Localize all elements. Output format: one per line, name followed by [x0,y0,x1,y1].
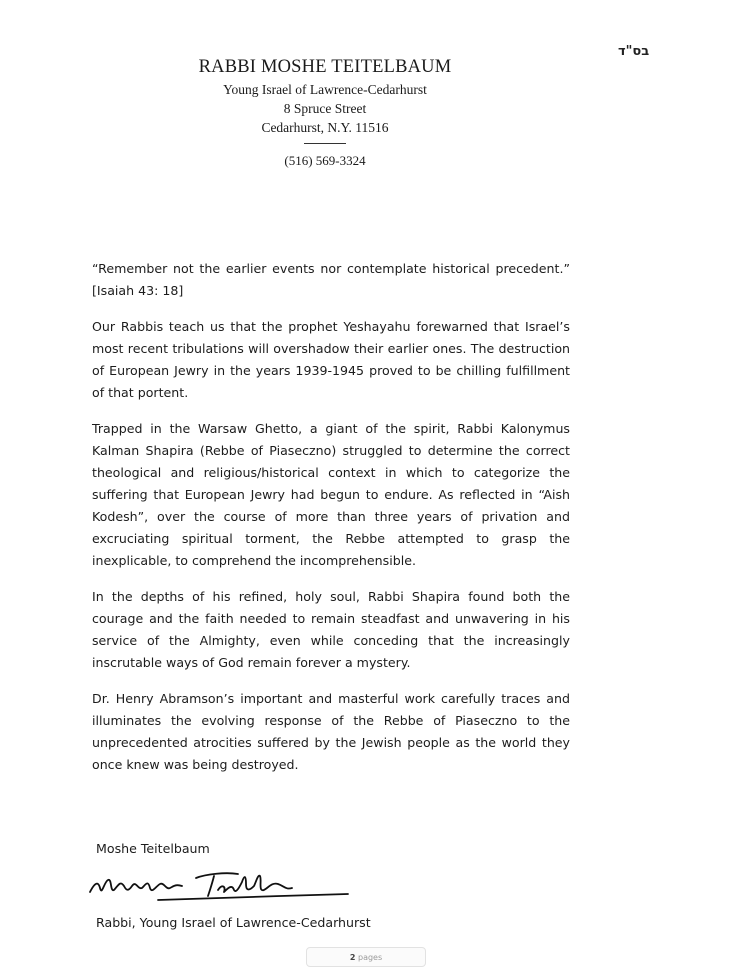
letterhead-name: RABBI MOSHE TEITELBAUM [198,57,452,77]
handwritten-signature [86,866,356,906]
letterhead-divider [304,143,346,144]
letterhead-phone: (516) 569-3324 [284,153,366,168]
page-count-label: pages [357,953,383,962]
page-count-indicator[interactable] [306,947,426,967]
closing-title: Rabbi, Young Israel of Lawrence-Cedarhurst [96,915,371,930]
page-count: 2 [349,953,356,962]
paragraph-epigraph: “Remember not the earlier events nor contemplate historical precedent.” [Isaiah 43: 18] [92,261,570,298]
letterhead-city: Cedarhurst, N.Y. 11516 [261,120,389,135]
letterhead [170,54,480,170]
letter-body [92,258,570,790]
letterhead-street: 8 Spruce Street [283,101,367,116]
paragraph: Trapped in the Warsaw Ghetto, a giant of the spirit, Rabbi Kalonymus Kalman Shapira (Rebbe of Piaseczno) struggled to determine the correct theological and religious/historical context in which to categorize the suffering that European Jewry had begun to endure. As reflected in “Aish Kodesh”, over the course of more than three years of privation and excruciating spiritual torment, the Rebbe attempted to grasp the inexplicable, to comprehend the incomprehensible. [92,421,570,568]
letterhead-organization: Young Israel of Lawrence-Cedarhurst [223,82,427,97]
paragraph: Dr. Henry Abramson’s important and masterful work carefully traces and illuminates the evolving response of the Rebbe of Piaseczno to the unprecedented atrocities suffered by the Jewish people as the world they once knew was being destroyed. [92,691,570,772]
paragraph: Our Rabbis teach us that the prophet Yeshayahu forewarned that Israel’s most recent tribulations will overshadow their earlier ones. The destruction of European Jewry in the years 1939-1945 proved to be chilling fulfillment of that portent. [92,319,570,400]
closing-name: Moshe Teitelbaum [96,841,210,856]
hebrew-heading-mark: בס"ד [618,44,650,59]
paragraph: In the depths of his refined, holy soul, Rabbi Shapira found both the courage and the faith needed to remain steadfast and unwavering in his service of the Almighty, even while conceding that the increasingly inscrutable ways of God remain forever a mystery. [92,589,570,670]
